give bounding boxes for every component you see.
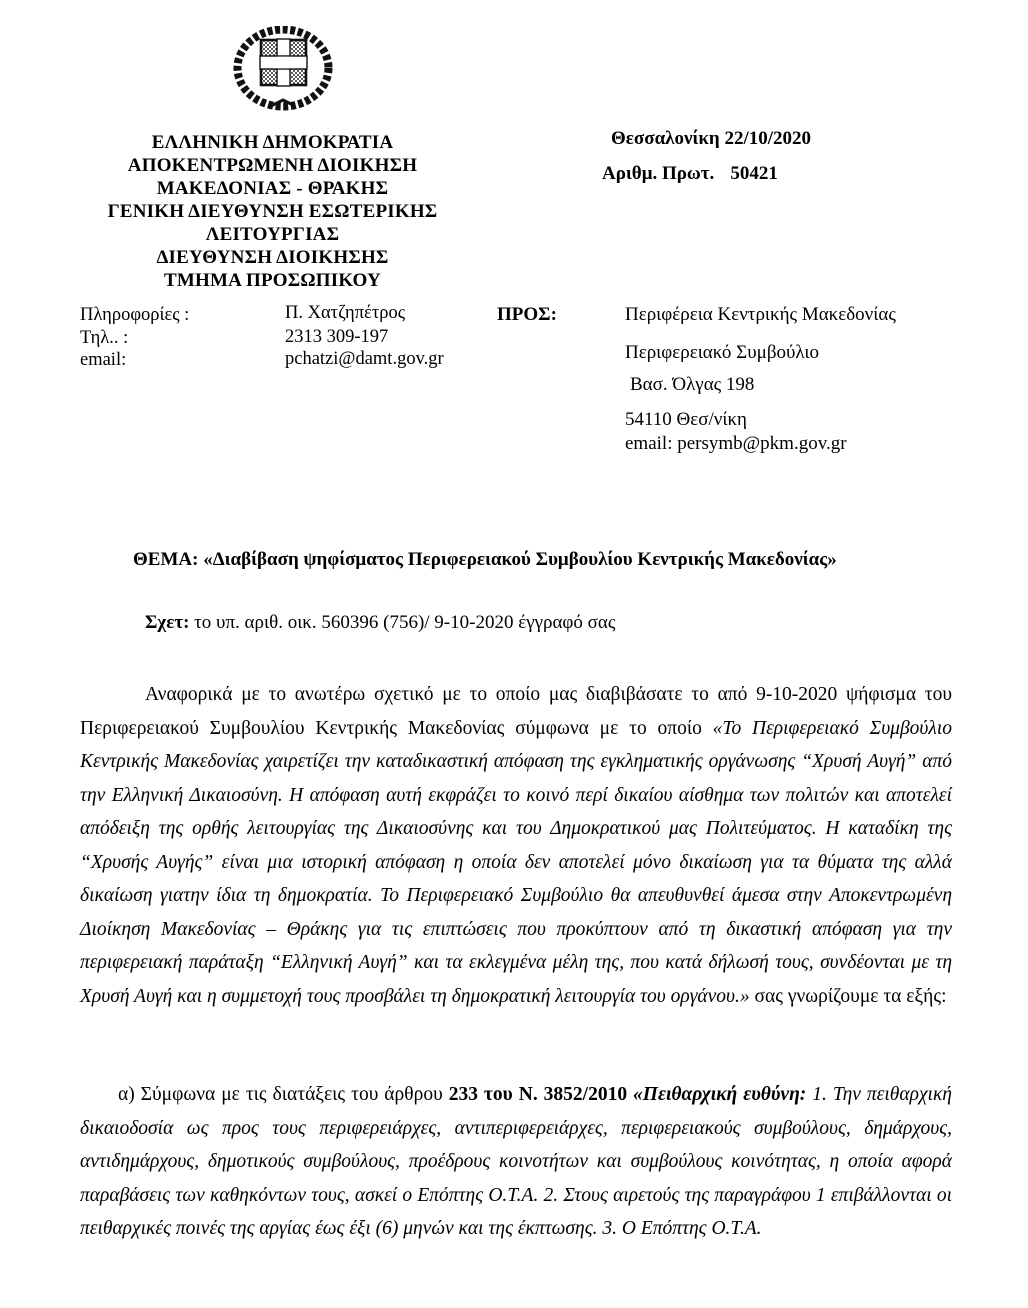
date-protocol-block [602,128,811,185]
contact-email-value: pchatzi@damt.gov.gr [285,349,444,369]
recipient-line: 54110 Θεσ/νίκη [625,409,747,430]
law-reference-bold: 233 του Ν. 3852/2010 [448,1084,634,1105]
org-line: ΛΕΙΤΟΥΡΓΙΑΣ [205,224,340,245]
contact-person-name: Π. Χατζηπέτρος [285,303,406,323]
contact-phone-label: Τηλ.. : [80,328,129,348]
reference-line [145,612,615,634]
org-line: ΤΜΗΜΑ ΠΡΟΣΩΠΙΚΟΥ [164,270,381,291]
recipient-line: Περιφέρεια Κεντρικής Μακεδονίας [625,304,896,325]
reference-label: Σχετ: [145,612,190,633]
org-line: ΜΑΚΕΔΟΝΙΑΣ - ΘΡΑΚΗΣ [156,178,389,199]
greek-national-emblem-icon [233,26,333,112]
reference-text: το υπ. αριθ. οικ. 560396 (756)/ 9-10-2020 έγγραφό σας [189,612,616,633]
contact-phone-value: 2313 309-197 [285,327,389,347]
paragraph-text: Αναφορικά με το ανωτέρω σχετικό με το οποίο μας διαβιβάσατε το από 9-10-2020 ψήφισμα του Περιφερειακού Συμβουλίου Κεντρικής Μακεδονίας σύμφωνα με το οποίο [80,684,952,739]
city-date: Θεσσαλονίκη 22/10/2020 [611,128,812,149]
org-line: ΕΛΛΗΝΙΚΗ ΔΗΜΟΚΡΑΤΙΑ [151,132,394,153]
recipient-line: Βασ. Όλγας 198 [630,374,755,395]
contact-email-label: email: [80,350,127,370]
paragraph-text: σας γνωρίζουμε τα εξής: [749,985,947,1007]
sender-org-block [75,131,470,292]
subject-label: ΘΕΜΑ: [133,549,199,570]
paragraph-text: α) Σύμφωνα με τις διατάξεις του άρθρου [118,1084,449,1105]
protocol-label: Αριθμ. Πρωτ. [602,163,715,184]
subject-text: «Διαβίβαση ψηφίσματος Περιφερειακού Συμβουλίου Κεντρικής Μακεδονίας» [198,549,837,570]
org-line: ΑΠΟΚΕΝΤΡΩΜΕΝΗ ΔΙΟΙΚΗΣΗ [127,155,418,176]
law-quote-text: 1. Την πειθαρχική δικαιοδοσία ως προς τους περιφερειάρχες, αντιπεριφερειάρχες, περιφερειακούς συμβούλους, δημάρχους, αντιδημάρχους, δημοτικούς συμβούλους, προέδρους κοινοτήτων και συμβούλους κοινότητας, η οποία αφορά παραβάσεις των καθηκόντων τους, ασκεί ο Επόπτης Ο.Τ.Α. 2. Στους αιρετούς της παραγράφου 1 επιβάλλονται οι πειθαρχικές ποινές της αργίας έως έξι (6) μηνών και της έκπτωσης. 3. Ο Επόπτης Ο.Τ.Α. [80,1084,952,1239]
body-paragraph-2 [80,1078,952,1246]
recipient-line: Περιφερειακό Συμβούλιο [625,342,819,363]
protocol-line [602,163,811,185]
protocol-number: 50421 [730,163,778,184]
quoted-resolution-text: «Το Περιφερειακό Συμβούλιο Κεντρικής Μακεδονίας χαιρετίζει την καταδικαστική απόφαση της εγκληματικής οργάνωσης “Χρυσή Αυγή” από την Ελληνική Δικαιοσύνη. Η απόφαση αυτή εκφράζει το κοινό περί δικαίου αίσθημα των πολιτών και αποτελεί απόδειξη της ορθής λειτουργίας της Δικαιοσύνης και του Δημοκρατικού μας Πολιτεύματος. Η καταδίκη της “Χρυσής Αυγής” είναι μια ιστορική απόφαση η οποία δεν αποτελεί μόνο δικαίωση για τα θύματα της αλλά δικαίωση γιατην ίδια τη δημοκρατία. Το Περιφερειακό Συμβούλιο θα απευθυνθεί άμεσα στην Αποκεντρωμένη Διοίκηση Μακεδονίας – Θράκης για τις επιπτώσεις που προκύπτουν από τη δικαστική απόφαση για την περιφερειακή παράταξη “Ελληνική Αυγή” και τα εκλεγμένα μέλη της, που κατά δήλωσή τους, συνδέονται με τη Χρυσή Αυγή και η συμμετοχή τους προσβάλει τη δημοκρατική λειτουργία του οργάνου.» [80,717,952,1007]
org-line: ΓΕΝΙΚΗ ΔΙΕΥΘΥΝΣΗ ΕΣΩΤΕΡΙΚΗΣ [107,201,438,222]
law-quote-title: «Πειθαρχική ευθύνη: [633,1084,813,1105]
body-paragraph-1 [80,678,952,1013]
org-line: ΔΙΕΥΘΥΝΣΗ ΔΙΟΙΚΗΣΗΣ [156,247,389,268]
contact-info-label: Πληροφορίες : [80,305,190,325]
subject-line [133,549,993,571]
recipient-line: email: persymb@pkm.gov.gr [625,433,847,454]
to-label: ΠΡΟΣ: [497,304,557,325]
